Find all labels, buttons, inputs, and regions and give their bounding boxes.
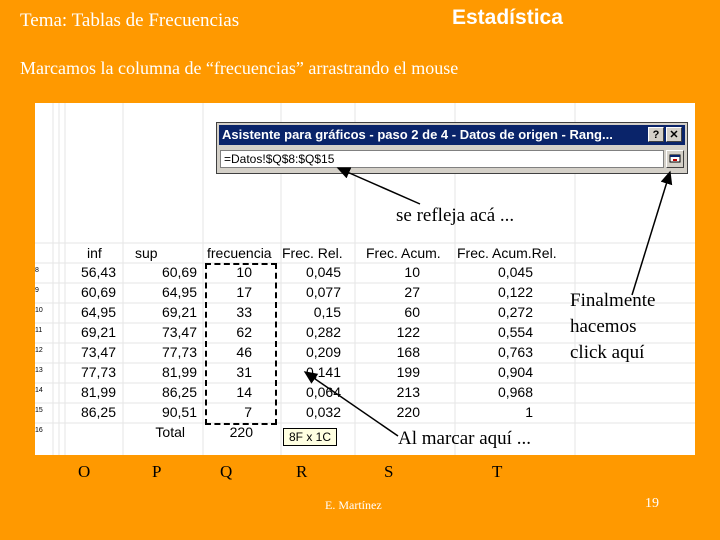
footer-author: E. Martínez: [325, 498, 382, 512]
table-cell-inf[interactable]: 86,25: [80, 404, 116, 420]
table-cell-frecuencia[interactable]: 46: [236, 344, 252, 360]
table-cell-inf[interactable]: 56,43: [80, 264, 116, 280]
selection-size-tooltip: 8F x 1C: [283, 428, 337, 446]
dialog-title[interactable]: Asistente para gráficos - paso 2 de 4 - Datos de origen - Rang...: [219, 125, 685, 145]
table-cell-frec-acum-rel[interactable]: 1: [525, 404, 533, 420]
total-label[interactable]: Total: [155, 424, 185, 440]
table-cell-inf[interactable]: 73,47: [80, 344, 116, 360]
table-cell-frec-acum[interactable]: 60: [404, 304, 420, 320]
row-number[interactable]: 10: [35, 307, 43, 314]
table-cell-inf[interactable]: 81,99: [80, 384, 116, 400]
header-sup[interactable]: sup: [135, 245, 158, 261]
arrow-to-range-input: [338, 168, 420, 204]
row-number[interactable]: 11: [35, 327, 43, 334]
row-number[interactable]: 12: [35, 347, 43, 354]
table-cell-frec-acum-rel[interactable]: 0,763: [497, 344, 533, 360]
table-cell-frec-acum[interactable]: 27: [404, 284, 420, 300]
table-cell-frec-acum-rel[interactable]: 0,554: [497, 324, 533, 340]
table-cell-sup[interactable]: 73,47: [161, 324, 197, 340]
table-cell-frec-acum[interactable]: 213: [396, 384, 420, 400]
table-cell-sup[interactable]: 64,95: [161, 284, 197, 300]
annotation-mark-here: Al marcar aquí ...: [398, 428, 531, 449]
table-cell-frec-acum-rel[interactable]: 0,968: [497, 384, 533, 400]
table-cell-sup[interactable]: 81,99: [161, 364, 197, 380]
table-cell-sup[interactable]: 60,69: [161, 264, 197, 280]
header-frec-acum[interactable]: Frec. Acum.: [366, 245, 441, 261]
table-cell-frec-rel[interactable]: 0,15: [313, 304, 341, 320]
table-cell-frecuencia[interactable]: 7: [244, 404, 252, 420]
row-number[interactable]: 15: [35, 407, 43, 414]
table-cell-frec-rel[interactable]: 0,209: [305, 344, 341, 360]
table-cell-frec-acum-rel[interactable]: 0,904: [497, 364, 533, 380]
table-cell-frec-acum[interactable]: 10: [404, 264, 420, 280]
table-cell-inf[interactable]: 77,73: [80, 364, 116, 380]
slide-title: Tema: Tablas de Frecuencias: [20, 10, 240, 31]
table-cell-frec-acum[interactable]: 168: [396, 344, 420, 360]
table-cell-frec-rel[interactable]: 0,032: [305, 404, 341, 420]
table-cell-frecuencia[interactable]: 17: [236, 284, 252, 300]
arrow-to-range-button: [632, 172, 670, 295]
table-cell-sup[interactable]: 86,25: [161, 384, 197, 400]
table-cell-frecuencia[interactable]: 31: [236, 364, 252, 380]
page-number: 19: [645, 496, 659, 511]
total-value[interactable]: 220: [229, 424, 253, 440]
header-inf[interactable]: inf: [87, 245, 102, 261]
table-cell-frecuencia[interactable]: 14: [236, 384, 252, 400]
table-cell-frec-acum-rel[interactable]: 0,272: [497, 304, 533, 320]
table-cell-frecuencia[interactable]: 62: [236, 324, 252, 340]
column-letter-s: S: [384, 462, 394, 481]
slide-subtitle: Marcamos la columna de “frecuencias” arrastrando el mouse: [20, 58, 459, 78]
header-frec-rel[interactable]: Frec. Rel.: [282, 245, 343, 261]
table-cell-frecuencia[interactable]: 33: [236, 304, 252, 320]
column-letter-t: T: [492, 462, 503, 481]
row-number[interactable]: 8: [35, 267, 39, 274]
table-cell-frec-rel[interactable]: 0,141: [305, 364, 341, 380]
table-cell-frec-acum-rel[interactable]: 0,122: [497, 284, 533, 300]
table-cell-frec-acum-rel[interactable]: 0,045: [497, 264, 533, 280]
header-frecuencia[interactable]: frecuencia: [207, 245, 272, 261]
annotation-reflects: se refleja acá ...: [396, 205, 515, 226]
table-cell-inf[interactable]: 60,69: [80, 284, 116, 300]
range-input[interactable]: =Datos!$Q$8:$Q$15: [220, 150, 664, 168]
annotation-finally-2: hacemos: [570, 316, 637, 337]
table-cell-sup[interactable]: 90,51: [161, 404, 197, 420]
column-letter-o: O: [78, 462, 91, 481]
row-number[interactable]: 16: [35, 427, 43, 434]
arrow-to-selection: [305, 372, 398, 436]
table-cell-frec-acum[interactable]: 122: [396, 324, 420, 340]
table-cell-inf[interactable]: 64,95: [80, 304, 116, 320]
table-cell-frecuencia[interactable]: 10: [236, 264, 252, 280]
row-number[interactable]: 9: [35, 287, 39, 294]
table-cell-frec-rel[interactable]: 0,077: [305, 284, 341, 300]
annotation-finally-3: click aquí: [570, 342, 645, 363]
row-number[interactable]: 14: [35, 387, 43, 394]
table-cell-frec-acum[interactable]: 199: [396, 364, 420, 380]
table-cell-frec-rel[interactable]: 0,045: [305, 264, 341, 280]
table-cell-frec-acum[interactable]: 220: [396, 404, 420, 420]
help-icon[interactable]: ?: [648, 127, 664, 142]
close-icon[interactable]: ✕: [666, 127, 682, 142]
slide-brand: Estadística: [452, 6, 563, 29]
annotation-finally-1: Finalmente: [570, 290, 656, 311]
column-letter-p: P: [152, 462, 162, 481]
table-cell-frec-rel[interactable]: 0,282: [305, 324, 341, 340]
table-cell-sup[interactable]: 69,21: [161, 304, 197, 320]
column-letter-q: Q: [220, 462, 233, 481]
header-frec-acum-rel[interactable]: Frec. Acum.Rel.: [457, 245, 557, 261]
table-cell-frec-rel[interactable]: 0,064: [305, 384, 341, 400]
table-cell-sup[interactable]: 77,73: [161, 344, 197, 360]
column-letter-r: R: [296, 462, 308, 481]
row-number[interactable]: 13: [35, 367, 43, 374]
table-cell-inf[interactable]: 69,21: [80, 324, 116, 340]
